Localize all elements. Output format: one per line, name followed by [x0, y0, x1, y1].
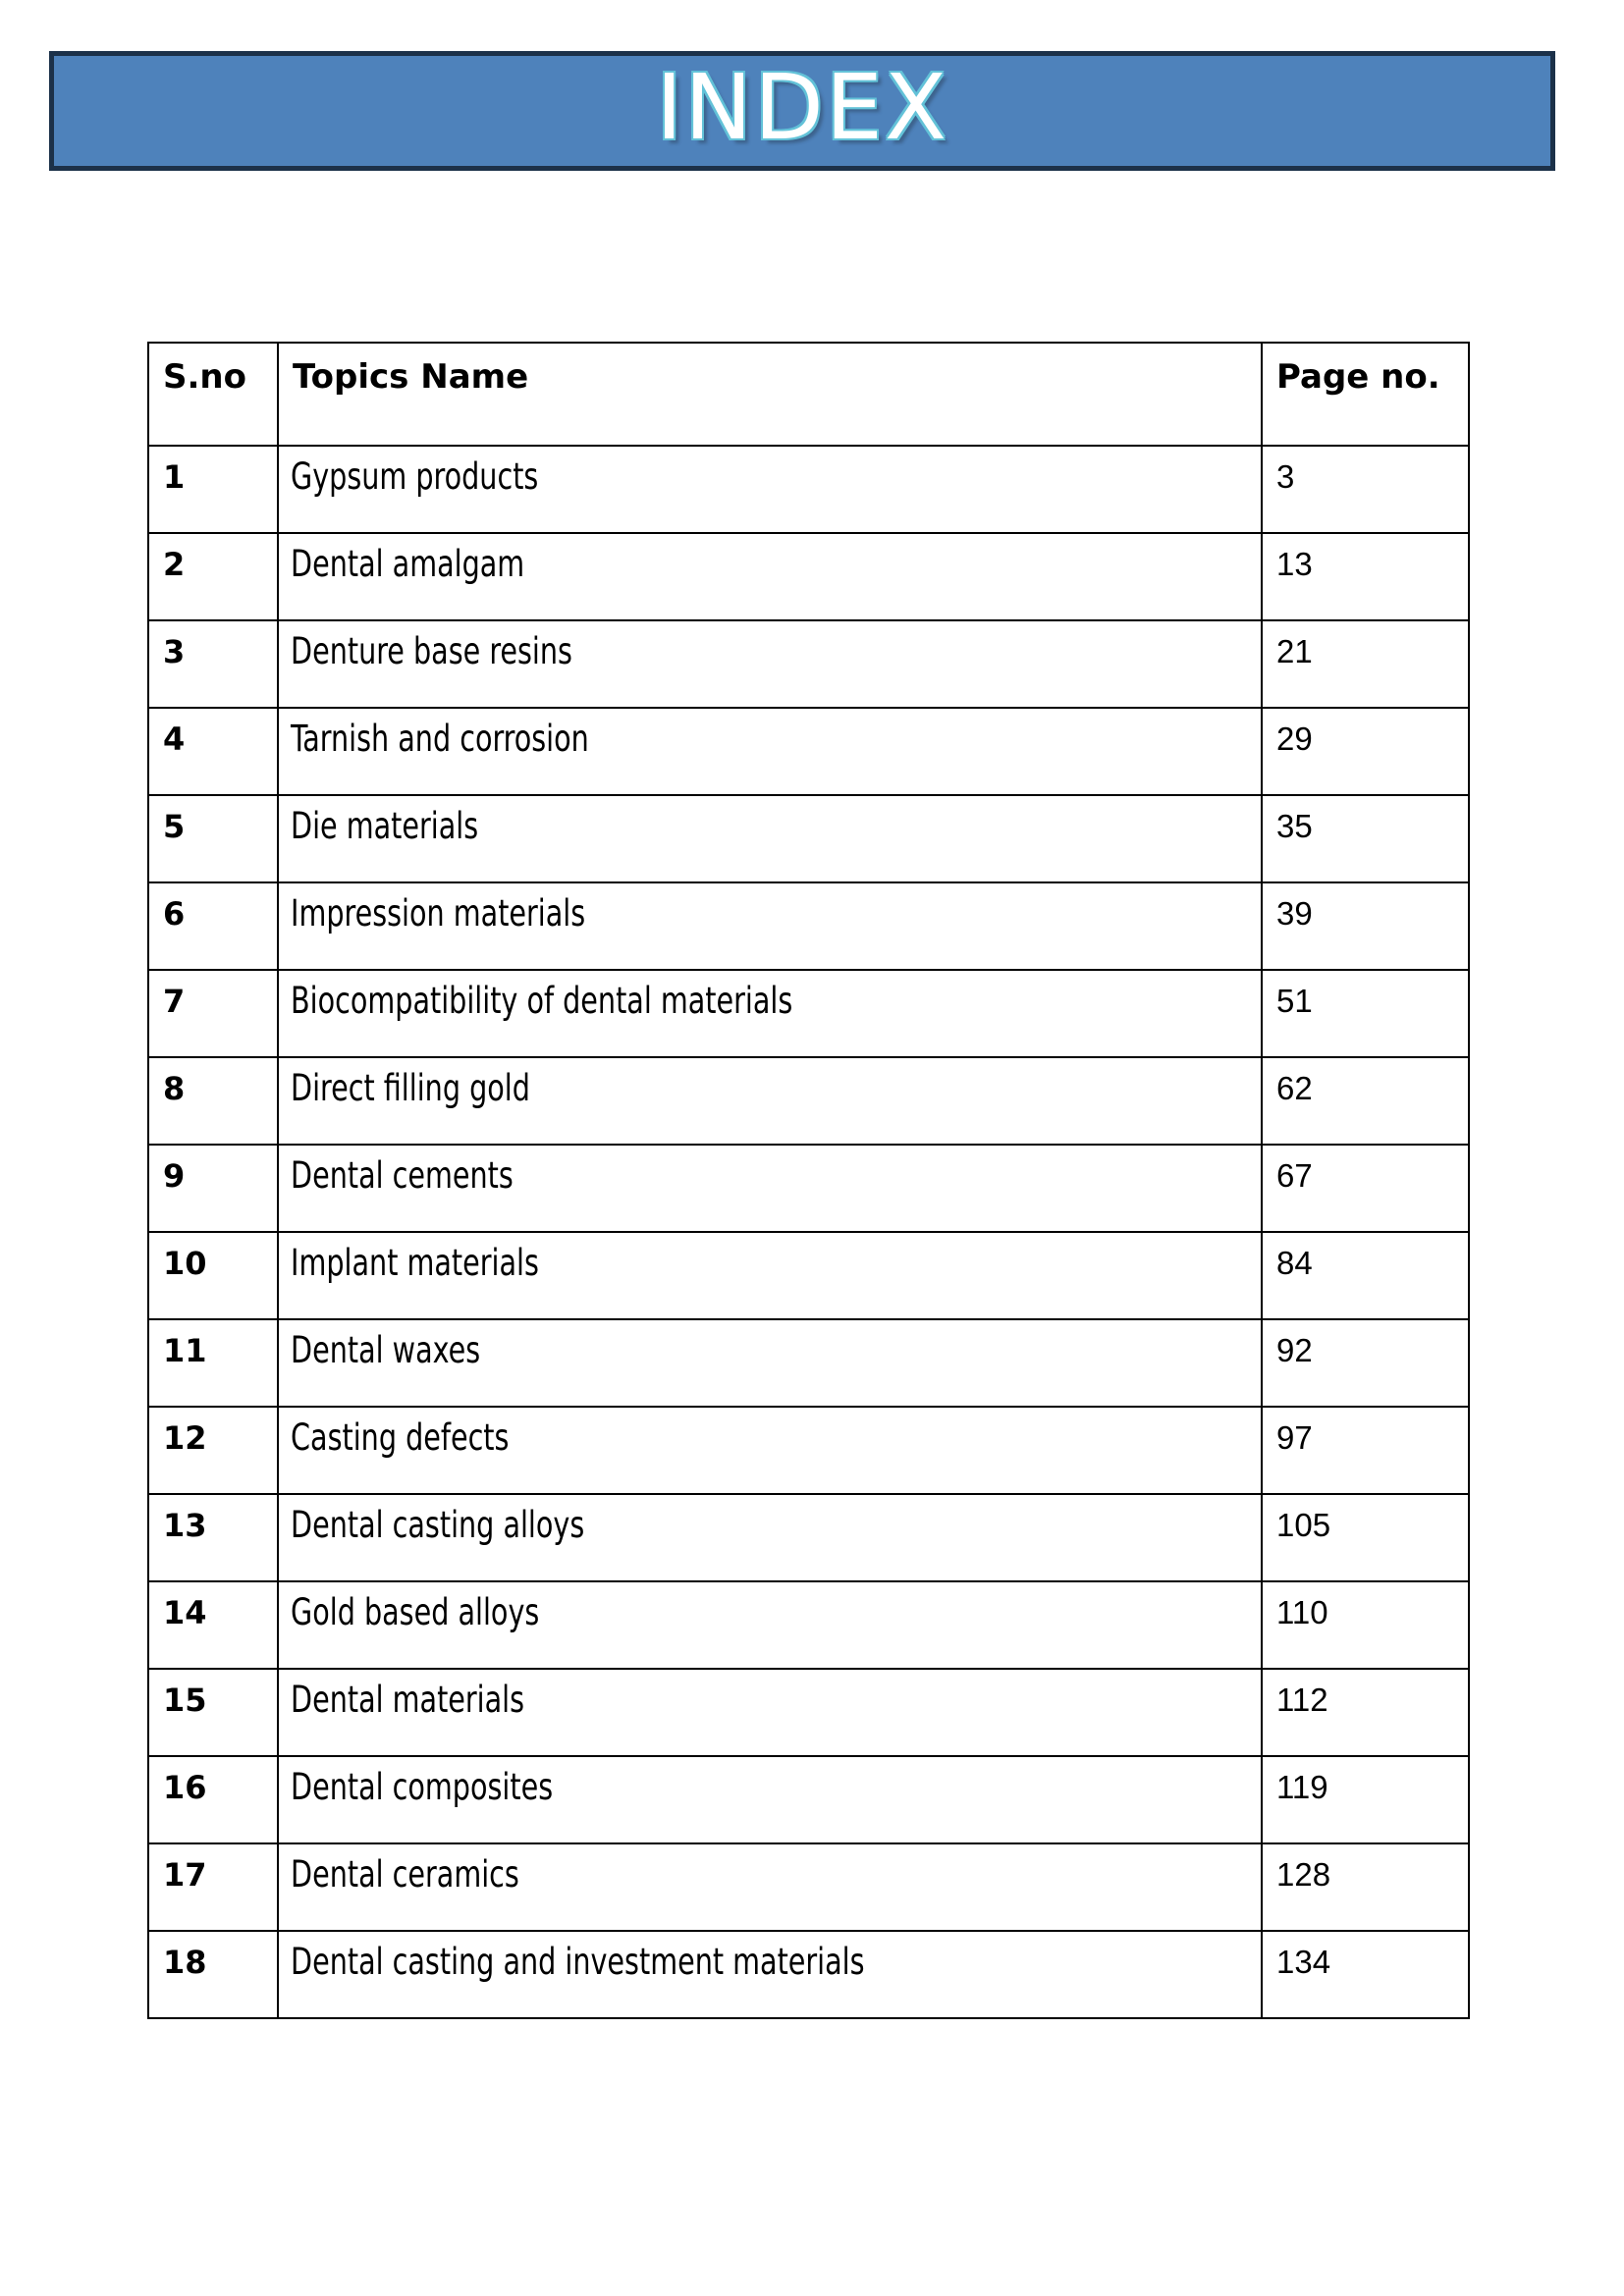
- row-topic-name-cell: [278, 1843, 1262, 1931]
- index-table: [147, 342, 1470, 2019]
- row-serial-number-cell: [148, 795, 278, 882]
- row-serial-number: 4: [163, 721, 186, 758]
- row-serial-number-cell: [148, 446, 278, 533]
- row-topic-name: Implant materials: [291, 1242, 539, 1284]
- row-serial-number-cell: [148, 970, 278, 1057]
- row-serial-number-cell: [148, 1669, 278, 1756]
- row-serial-number-cell: [148, 1581, 278, 1669]
- row-page-number-cell: [1262, 1669, 1469, 1756]
- row-page-number-cell: [1262, 1145, 1469, 1232]
- row-topic-name-cell: [278, 708, 1262, 795]
- row-topic-name-cell: [278, 795, 1262, 882]
- row-page-number-cell: [1262, 1319, 1469, 1407]
- table-row: [148, 620, 1469, 708]
- table-body: [148, 446, 1469, 2018]
- row-page-number-cell: [1262, 1494, 1469, 1581]
- row-topic-name-cell: [278, 620, 1262, 708]
- table-row: [148, 1843, 1469, 1931]
- table-row: [148, 1494, 1469, 1581]
- row-page-number-cell: [1262, 1843, 1469, 1931]
- table-row: [148, 970, 1469, 1057]
- column-header-sno-label: S.no: [163, 357, 246, 397]
- row-serial-number-cell: [148, 1145, 278, 1232]
- row-serial-number: 1: [163, 458, 186, 496]
- row-page-number: 128: [1276, 1856, 1331, 1893]
- column-header-page-label: Page no.: [1276, 357, 1440, 397]
- row-serial-number: 10: [163, 1245, 207, 1282]
- row-serial-number: 7: [163, 983, 186, 1020]
- row-serial-number-cell: [148, 1843, 278, 1931]
- row-topic-name-cell: [278, 1407, 1262, 1494]
- row-serial-number: 12: [163, 1419, 207, 1457]
- row-topic-name-cell: [278, 1057, 1262, 1145]
- table-row: [148, 533, 1469, 620]
- table-row: [148, 446, 1469, 533]
- row-serial-number-cell: [148, 1931, 278, 2018]
- row-topic-name: Dental ceramics: [291, 1853, 519, 1896]
- page-title: INDEX: [656, 55, 948, 160]
- table-row: [148, 1756, 1469, 1843]
- row-serial-number-cell: [148, 533, 278, 620]
- row-serial-number-cell: [148, 620, 278, 708]
- row-topic-name: Casting defects: [291, 1416, 510, 1459]
- table-row: [148, 882, 1469, 970]
- row-page-number: 29: [1276, 721, 1313, 757]
- row-topic-name-cell: [278, 1232, 1262, 1319]
- row-topic-name-cell: [278, 1145, 1262, 1232]
- table-row: [148, 1057, 1469, 1145]
- row-page-number-cell: [1262, 708, 1469, 795]
- row-serial-number-cell: [148, 1057, 278, 1145]
- table-header-row: [148, 343, 1469, 446]
- row-page-number: 97: [1276, 1419, 1313, 1456]
- table-row: [148, 708, 1469, 795]
- row-page-number: 84: [1276, 1245, 1313, 1281]
- row-topic-name: Gold based alloys: [291, 1591, 540, 1633]
- row-page-number: 62: [1276, 1070, 1313, 1106]
- row-topic-name: Tarnish and corrosion: [291, 718, 589, 760]
- row-topic-name-cell: [278, 882, 1262, 970]
- table-row: [148, 1319, 1469, 1407]
- table-row: [148, 1581, 1469, 1669]
- row-serial-number: 13: [163, 1507, 207, 1544]
- row-page-number: 51: [1276, 983, 1313, 1019]
- row-page-number: 67: [1276, 1157, 1313, 1194]
- row-topic-name-cell: [278, 1931, 1262, 2018]
- row-page-number-cell: [1262, 1057, 1469, 1145]
- row-page-number: 92: [1276, 1332, 1313, 1368]
- row-topic-name: Dental cements: [291, 1154, 514, 1197]
- row-page-number: 112: [1276, 1682, 1328, 1718]
- row-page-number-cell: [1262, 795, 1469, 882]
- column-header-sno: [148, 343, 278, 446]
- row-serial-number: 8: [163, 1070, 186, 1107]
- table-row: [148, 1232, 1469, 1319]
- row-page-number-cell: [1262, 1756, 1469, 1843]
- row-page-number-cell: [1262, 970, 1469, 1057]
- row-page-number: 39: [1276, 895, 1313, 932]
- row-serial-number-cell: [148, 1232, 278, 1319]
- row-page-number: 110: [1276, 1594, 1328, 1630]
- row-topic-name: Dental waxes: [291, 1329, 481, 1371]
- row-serial-number-cell: [148, 708, 278, 795]
- column-header-page: [1262, 343, 1469, 446]
- row-page-number: 119: [1276, 1769, 1328, 1805]
- row-page-number-cell: [1262, 1931, 1469, 2018]
- row-topic-name-cell: [278, 1756, 1262, 1843]
- row-topic-name-cell: [278, 1494, 1262, 1581]
- row-page-number-cell: [1262, 1581, 1469, 1669]
- row-page-number-cell: [1262, 1232, 1469, 1319]
- row-serial-number: 14: [163, 1594, 207, 1631]
- row-serial-number-cell: [148, 1407, 278, 1494]
- row-topic-name: Impression materials: [291, 892, 586, 934]
- row-topic-name: Denture base resins: [291, 630, 572, 672]
- row-serial-number-cell: [148, 1756, 278, 1843]
- row-serial-number: 15: [163, 1682, 207, 1719]
- table-header: [148, 343, 1469, 446]
- row-topic-name-cell: [278, 446, 1262, 533]
- column-header-topic: [278, 343, 1262, 446]
- row-serial-number: 11: [163, 1332, 207, 1369]
- row-topic-name: Direct filling gold: [291, 1067, 530, 1109]
- row-topic-name-cell: [278, 533, 1262, 620]
- row-serial-number-cell: [148, 882, 278, 970]
- table-row: [148, 1931, 1469, 2018]
- row-serial-number-cell: [148, 1319, 278, 1407]
- row-topic-name: Die materials: [291, 805, 479, 847]
- row-topic-name: Dental composites: [291, 1766, 554, 1808]
- row-serial-number: 6: [163, 895, 186, 933]
- row-page-number-cell: [1262, 1407, 1469, 1494]
- table-row: [148, 1669, 1469, 1756]
- row-page-number-cell: [1262, 620, 1469, 708]
- row-topic-name-cell: [278, 1319, 1262, 1407]
- row-topic-name-cell: [278, 1581, 1262, 1669]
- row-topic-name: Dental casting and investment materials: [291, 1941, 865, 1983]
- row-page-number: 3: [1276, 458, 1295, 495]
- row-topic-name: Dental casting alloys: [291, 1504, 585, 1546]
- row-serial-number: 16: [163, 1769, 207, 1806]
- row-topic-name: Gypsum products: [291, 455, 539, 498]
- row-serial-number-cell: [148, 1494, 278, 1581]
- table-row: [148, 1145, 1469, 1232]
- row-page-number-cell: [1262, 446, 1469, 533]
- row-topic-name: Dental amalgam: [291, 543, 525, 585]
- row-serial-number: 5: [163, 808, 186, 845]
- row-topic-name-cell: [278, 970, 1262, 1057]
- row-serial-number: 17: [163, 1856, 207, 1894]
- row-topic-name: Dental materials: [291, 1679, 525, 1721]
- row-page-number: 134: [1276, 1944, 1331, 1980]
- column-header-topic-label: Topics Name: [293, 357, 529, 397]
- table-row: [148, 1407, 1469, 1494]
- row-serial-number: 9: [163, 1157, 186, 1195]
- row-topic-name: Biocompatibility of dental materials: [291, 980, 793, 1022]
- row-page-number-cell: [1262, 882, 1469, 970]
- row-page-number: 21: [1276, 633, 1313, 669]
- row-page-number: 35: [1276, 808, 1313, 844]
- table-row: [148, 795, 1469, 882]
- row-page-number: 13: [1276, 546, 1313, 582]
- row-page-number-cell: [1262, 533, 1469, 620]
- row-serial-number: 3: [163, 633, 186, 670]
- row-serial-number: 2: [163, 546, 186, 583]
- row-page-number: 105: [1276, 1507, 1331, 1543]
- index-title-banner: [49, 51, 1555, 171]
- row-serial-number: 18: [163, 1944, 207, 1981]
- row-topic-name-cell: [278, 1669, 1262, 1756]
